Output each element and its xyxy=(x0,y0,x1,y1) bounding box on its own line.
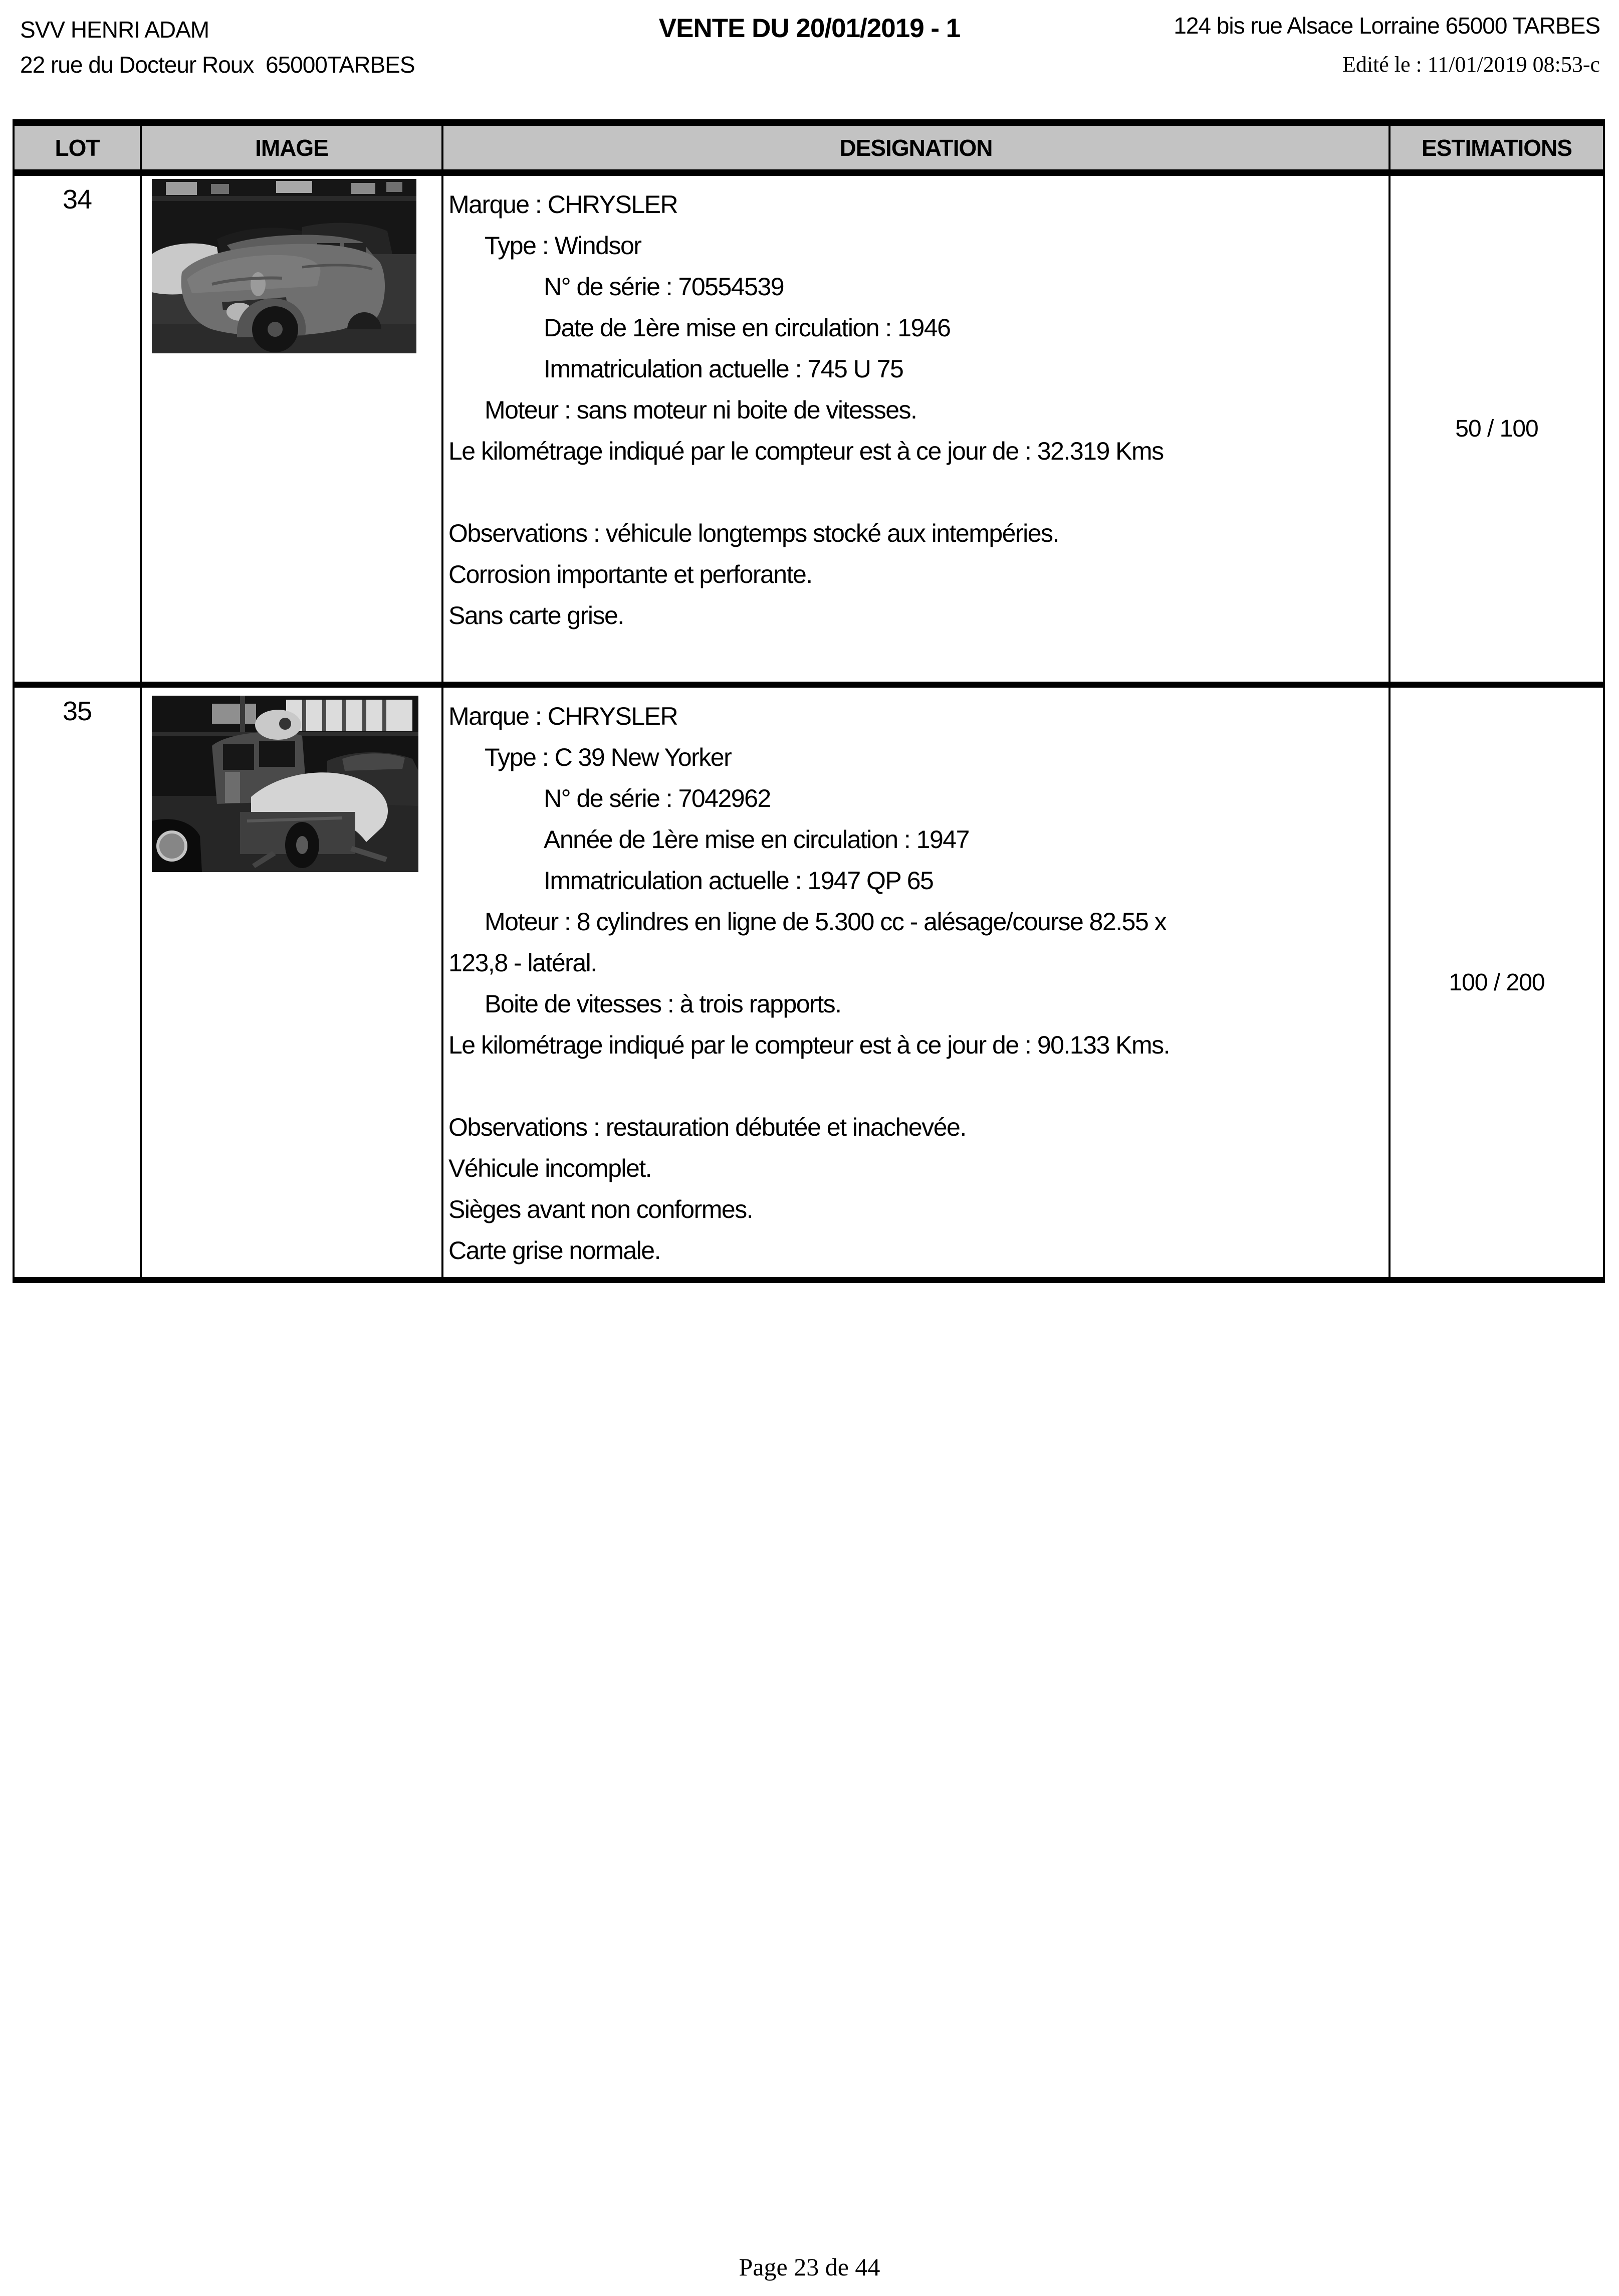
designation-line: Immatriculation actuelle : 745 U 75 xyxy=(544,355,903,383)
designation-line: N° de série : 70554539 xyxy=(544,273,784,301)
designation-line: Le kilométrage indiqué par le compteur est à ce jour de : 32.319 Kms xyxy=(448,437,1164,465)
edited-date: Edité le : 11/01/2019 08:53-c xyxy=(1342,52,1600,77)
lot-34-photo xyxy=(152,179,416,353)
designation-line: Boite de vitesses : à trois rapports. xyxy=(485,990,841,1018)
designation-line: Observations : restauration débutée et inachevée. xyxy=(448,1113,966,1141)
designation-line: Corrosion importante et perforante. xyxy=(448,560,812,588)
designation-line: Marque : CHRYSLER xyxy=(448,702,678,730)
designation-line: 123,8 - latéral. xyxy=(448,949,597,977)
designation-line: Marque : CHRYSLER xyxy=(448,190,678,219)
lots-table xyxy=(13,119,1605,1283)
designation-line: Sans carte grise. xyxy=(448,601,624,630)
lot-34-designation xyxy=(443,176,1391,688)
lot-35-designation xyxy=(443,688,1391,1277)
designation-line: Immatriculation actuelle : 1947 QP 65 xyxy=(544,867,934,895)
designation-line: Date de 1ère mise en circulation : 1946 xyxy=(544,314,951,342)
column-header-designation: DESIGNATION xyxy=(443,126,1391,176)
designation-line: Moteur : 8 cylindres en ligne de 5.300 cc - alésage/course 82.55 x xyxy=(485,908,1167,936)
designation-line: Type : C 39 New Yorker xyxy=(485,743,732,771)
lot-34-estimation: 50 / 100 xyxy=(1391,176,1603,688)
lot-number: 34 xyxy=(15,176,142,688)
designation-line: Année de 1ère mise en circulation : 1947 xyxy=(544,825,969,854)
auction-house-name: SVV HENRI ADAM xyxy=(20,17,209,43)
designation-line-blank xyxy=(448,472,1380,513)
designation-line: N° de série : 7042962 xyxy=(544,784,771,812)
designation-line: Type : Windsor xyxy=(485,232,641,260)
designation-line: Moteur : sans moteur ni boite de vitesses. xyxy=(485,396,917,424)
sale-address: 124 bis rue Alsace Lorraine 65000 TARBES xyxy=(1174,13,1600,39)
auction-house-address: 22 rue du Docteur Roux 65000TARBES xyxy=(20,52,415,78)
column-header-lot: LOT xyxy=(15,126,142,176)
designation-line: Le kilométrage indiqué par le compteur est à ce jour de : 90.133 Kms. xyxy=(448,1031,1170,1059)
lot-35-estimation: 100 / 200 xyxy=(1449,969,1545,996)
lot-35-photo xyxy=(152,696,418,872)
column-header-image: IMAGE xyxy=(142,126,443,176)
lot-35-image-cell xyxy=(142,688,443,1277)
lot-34-image-cell xyxy=(142,176,443,688)
designation-line: Sièges avant non conformes. xyxy=(448,1195,753,1223)
designation-line: Carte grise normale. xyxy=(448,1236,660,1265)
designation-line: Observations : véhicule longtemps stocké aux intempéries. xyxy=(448,519,1059,547)
designation-line: Véhicule incomplet. xyxy=(448,1154,652,1182)
column-header-estimations: ESTIMATIONS xyxy=(1391,126,1603,176)
designation-line-blank xyxy=(448,1066,1380,1107)
lot-number: 35 xyxy=(15,688,142,1277)
page-number: Page 23 de 44 xyxy=(739,2253,880,2281)
header-right xyxy=(1174,14,1600,76)
sale-title: VENTE DU 20/01/2019 - 1 xyxy=(658,14,961,43)
